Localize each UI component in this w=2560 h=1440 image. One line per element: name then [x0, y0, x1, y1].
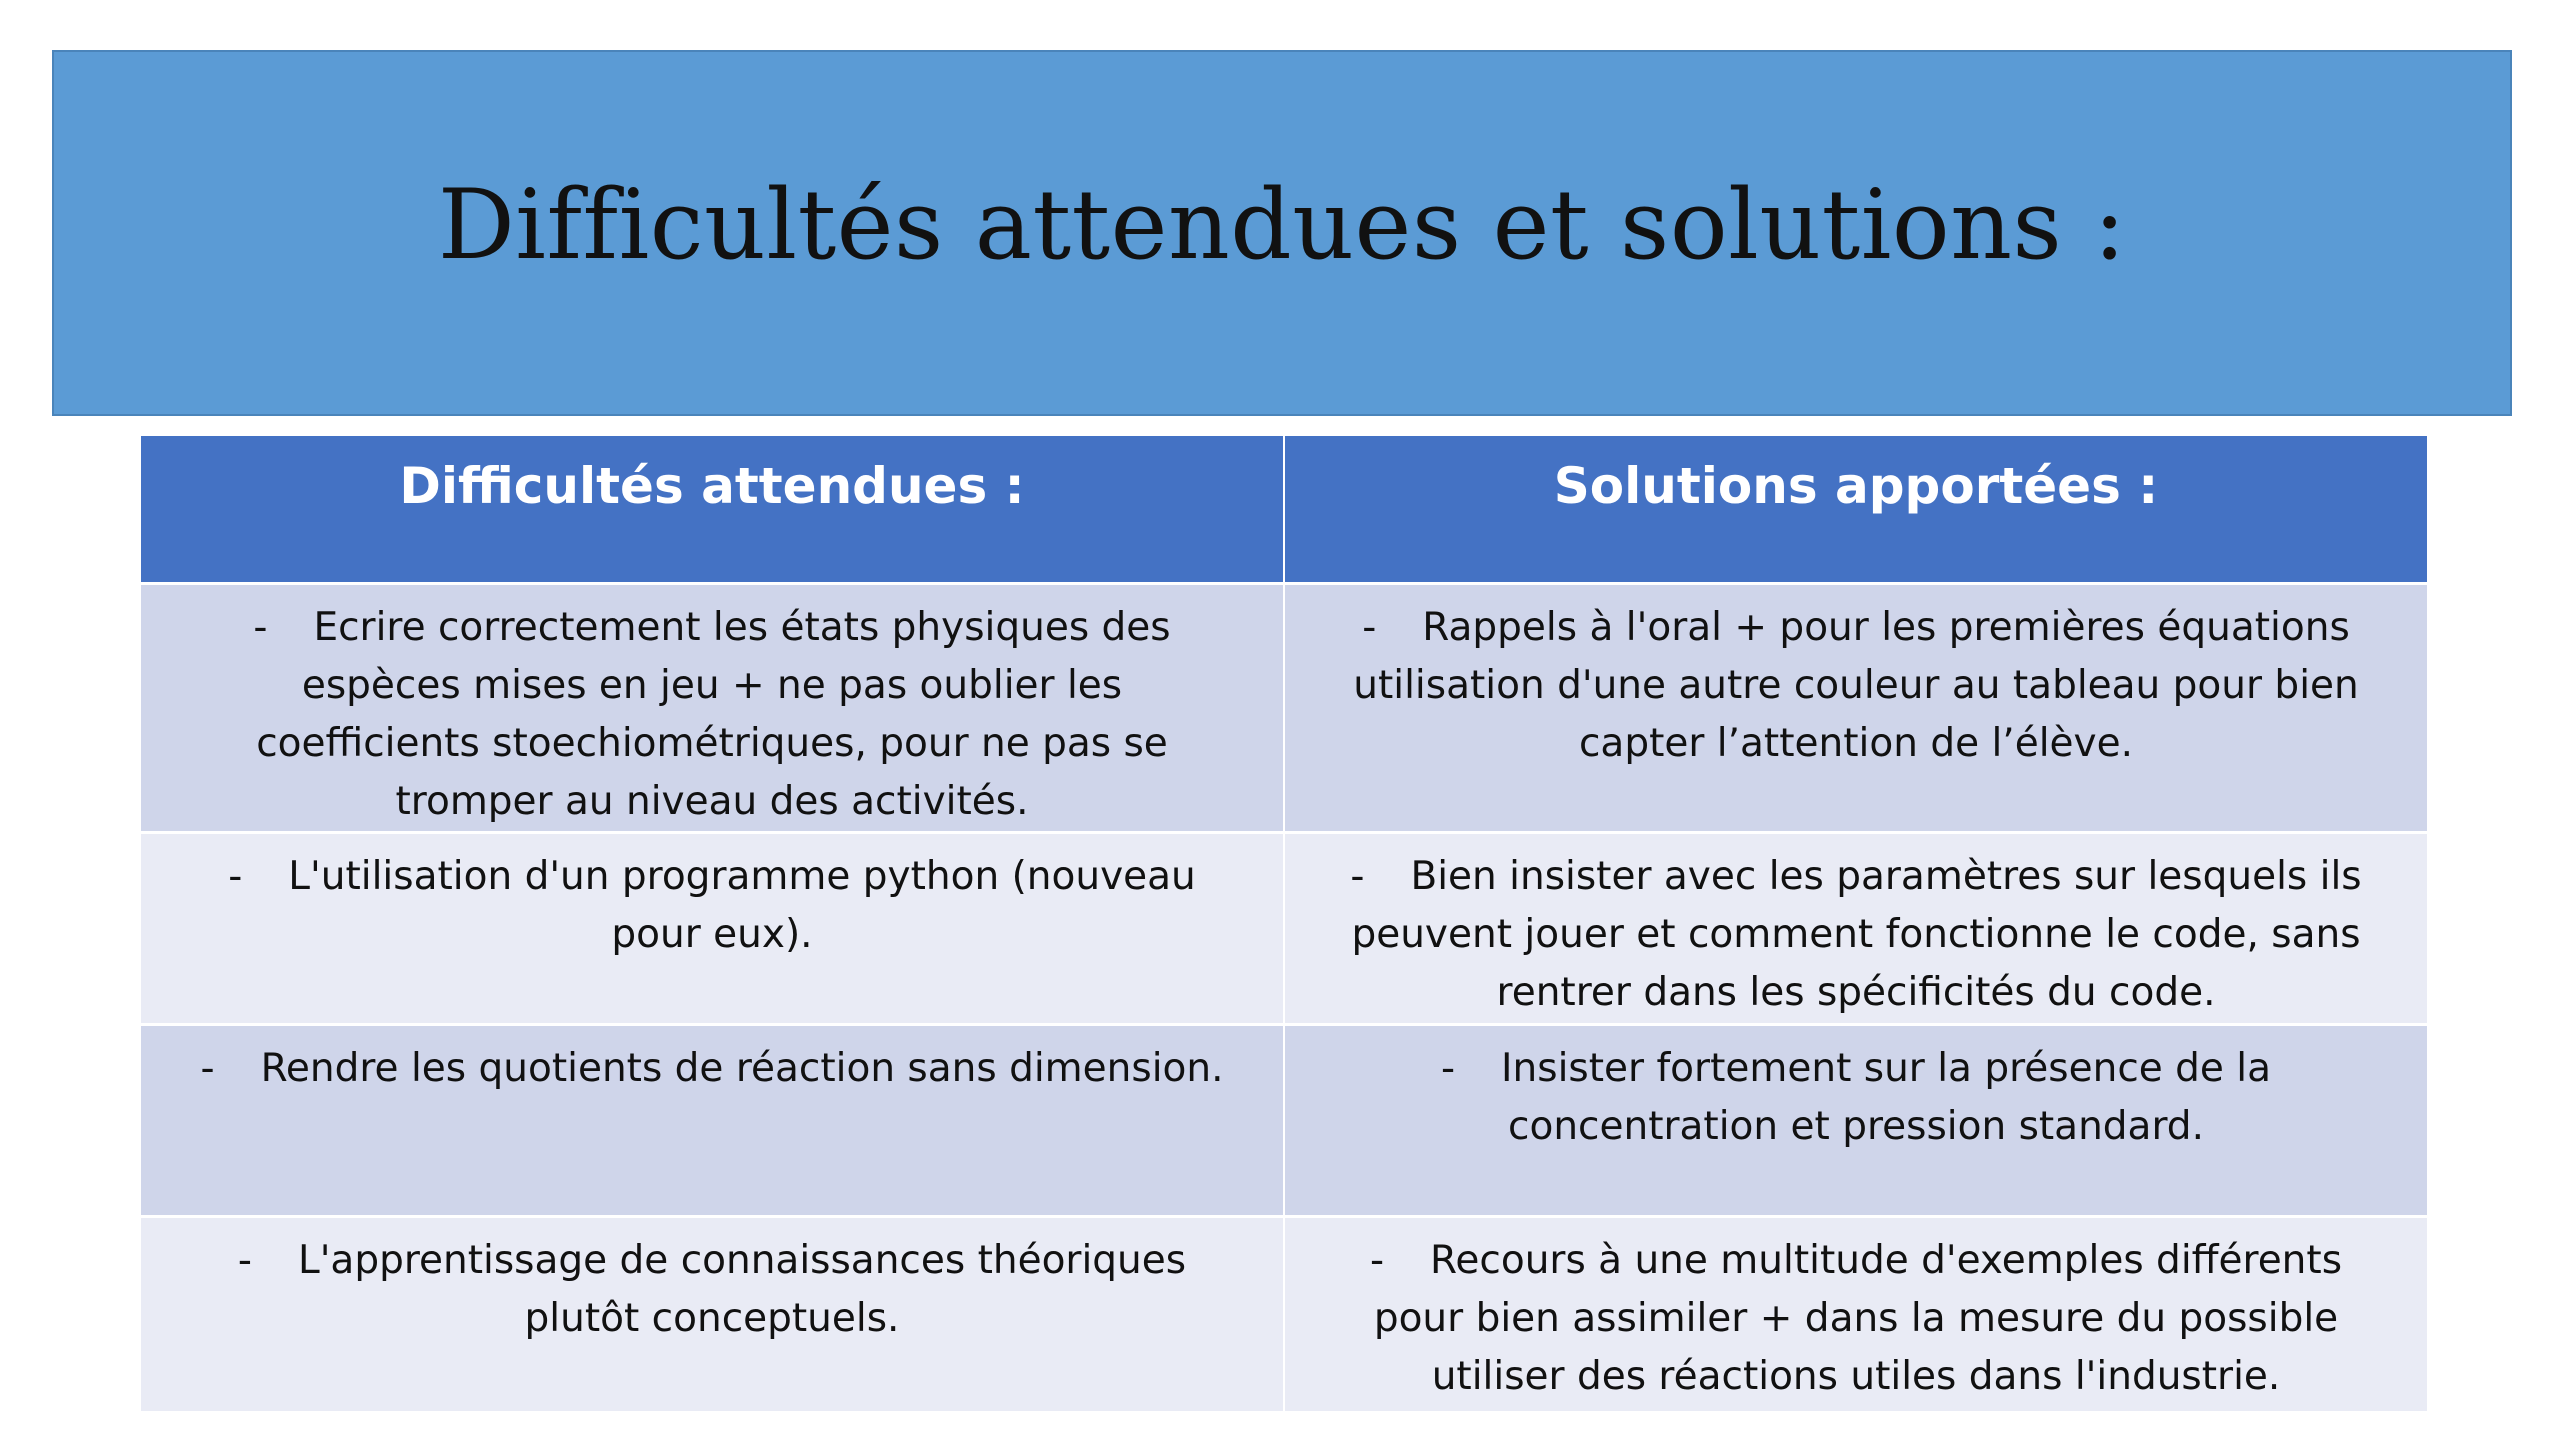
difficulty-cell-1: [141, 585, 1283, 831]
difficulty-text-2: L'utilisation d'un programme python (nouveau pour eux).: [288, 854, 1196, 957]
difficulty-text-1: Ecrire correctement les états physiques des espèces mises en jeu + ne pas oublier les coefficients stoechiométriques, pour ne pas se tromper au niveau des activités.: [256, 605, 1171, 824]
header-solutions: Solutions apportées :: [1285, 436, 2427, 582]
header-difficulties: Difficultés attendues :: [141, 436, 1283, 582]
bullet-dash: -: [228, 854, 243, 899]
bullet-dash: -: [1362, 605, 1377, 650]
solution-cell-4: [1285, 1218, 2427, 1411]
bullet-dash: -: [253, 605, 268, 650]
solution-text-4: Recours à une multitude d'exemples différents pour bien assimiler + dans la mesure du possible utiliser des réactions utiles dans l'industrie.: [1373, 1238, 2343, 1399]
solution-cell-1: [1285, 585, 2427, 831]
solution-text-1: Rappels à l'oral + pour les premières équations utilisation d'une autre couleur au tableau pour bien capter l’attention de l’élève.: [1353, 605, 2359, 766]
difficulty-text-4: L'apprentissage de connaissances théoriques plutôt conceptuels.: [297, 1238, 1187, 1341]
bullet-dash: -: [1369, 1238, 1385, 1283]
difficulty-cell-4: [141, 1218, 1283, 1411]
difficulties-solutions-table: [141, 436, 2427, 1411]
bullet-dash: -: [237, 1238, 252, 1283]
bullet-dash: -: [200, 1046, 215, 1091]
difficulty-cell-3: [141, 1026, 1283, 1215]
bullet-dash: -: [1440, 1046, 1456, 1091]
solution-text-3: Insister fortement sur la présence de la concentration et pression standard.: [1501, 1046, 2272, 1149]
solution-text-2: Bien insister avec les paramètres sur lesquels ils peuvent jouer et comment fonctionne le code, sans rentrer dans les spécificités du code.: [1351, 854, 2362, 1015]
solution-cell-3: [1285, 1026, 2427, 1215]
bullet-dash: -: [1350, 854, 1365, 899]
slide-title: Difficultés attendues et solutions :: [437, 169, 2127, 281]
solution-cell-2: [1285, 834, 2427, 1023]
difficulty-text-3: Rendre les quotients de réaction sans dimension.: [260, 1046, 1224, 1091]
difficulty-cell-2: [141, 834, 1283, 1023]
title-banner: [52, 50, 2512, 416]
